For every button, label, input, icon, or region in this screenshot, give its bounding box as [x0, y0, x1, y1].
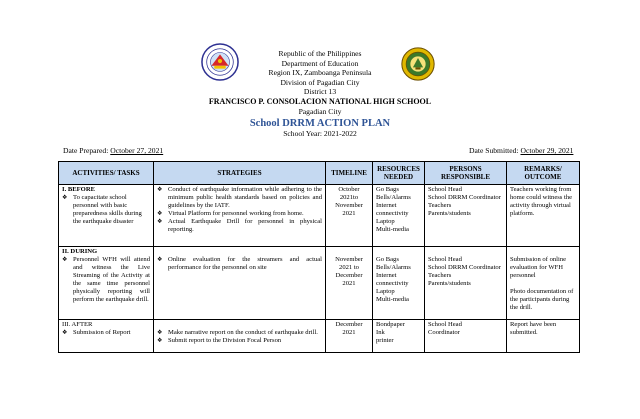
person-item: School DRRM Coordinator: [428, 194, 501, 201]
activity-list: [62, 256, 150, 304]
remarks-cell: [507, 247, 580, 320]
resource-item: Bells/Alarms: [376, 194, 411, 201]
resource-item: Internet connectivity: [376, 202, 409, 217]
timeline-cell: December 2021: [326, 320, 373, 353]
resources-cell: [373, 320, 425, 353]
person-item: School DRRM Coordinator: [428, 264, 501, 271]
header-resources: RESOURCES NEEDED: [373, 162, 425, 185]
resources-cell: [373, 185, 425, 247]
person-item: Parents/students: [428, 280, 471, 287]
activity-list: [62, 194, 150, 226]
department-line: Department of Education: [281, 58, 359, 68]
strategy-item: ❖ Submit report to the Division Focal Person: [157, 337, 322, 345]
district-line: District 13: [303, 87, 337, 97]
strategy-item: ❖ Make narrative report on the conduct of earthquake drill.: [157, 329, 322, 337]
resource-item: Multi-media: [376, 226, 409, 233]
person-item: School Head: [428, 256, 462, 263]
activity-cell: [59, 320, 154, 353]
resource-item: Go Bags: [376, 256, 399, 263]
resource-item: Ink: [376, 329, 385, 336]
action-plan-table: [58, 161, 580, 353]
header-remarks: REMARKS/ OUTCOME: [507, 162, 580, 185]
strategy-item: ❖ Conduct of earthquake information while adhering to the minimum public health standards based on policies and guidelines by the IATF.: [157, 186, 322, 210]
activity-list: [62, 329, 150, 337]
activity-cell: [59, 185, 154, 247]
date-submitted-value: October 29, 2021: [520, 146, 574, 155]
header-strategies: STRATEGIES: [154, 162, 326, 185]
remarks-text: Submission of online evaluation for WFH personnel: [510, 256, 567, 279]
date-prepared: [63, 146, 163, 155]
header-timeline: TIMELINE: [326, 162, 373, 185]
person-item: Parents/students: [428, 210, 471, 217]
strategy-item: ❖ Actual Earthquake Drill for personnel in physical reporting.: [157, 218, 322, 234]
date-submitted-label: Date Submitted:: [469, 146, 519, 155]
activity-item: ❖ Personnel WFH will attend and witness the Live Streaming of the Activity at the same time personnel physically reporting will perform the earthquake drill.: [62, 256, 150, 304]
section-title: I. BEFORE: [62, 186, 95, 193]
resource-item: printer: [376, 337, 394, 344]
resource-item: Multi-media: [376, 296, 409, 303]
timeline-text: November 2021 to December 2021: [335, 256, 363, 287]
strategy-item: ❖ Virtual Platform for personnel working from home.: [157, 210, 322, 218]
section-title: III. AFTER: [62, 321, 93, 328]
resource-item: Laptop: [376, 288, 395, 295]
header-persons: PERSONS RESPONSIBLE: [425, 162, 507, 185]
person-item: Teachers: [428, 272, 452, 279]
plan-title: School DRRM ACTION PLAN: [249, 118, 391, 129]
table-row: [59, 185, 580, 247]
strategies-cell: [154, 247, 326, 320]
activity-cell: [59, 247, 154, 320]
activity-item: ❖ To capacitate school personnel with basic preparedness skills during the earthquake disaster: [62, 194, 150, 226]
persons-cell: [425, 185, 507, 247]
date-prepared-value: October 27, 2021: [110, 146, 164, 155]
strategies-cell: [154, 185, 326, 247]
resource-item: Go Bags: [376, 186, 399, 193]
person-item: School Head: [428, 186, 462, 193]
republic-line: Republic of the Philippines: [278, 49, 362, 58]
remarks-text: Photo documentation of the participants during the drill.: [510, 288, 574, 311]
school-name: FRANCISCO P. CONSOLACION NATIONAL HIGH SCHOOL: [208, 96, 432, 106]
date-submitted: [469, 146, 573, 155]
section-title: II. DURING: [62, 248, 98, 255]
strategy-list: [157, 329, 322, 345]
activity-item: ❖ Submission of Report: [62, 329, 150, 337]
table-row: [59, 320, 580, 353]
division-line: Division of Pagadian City: [280, 77, 360, 87]
person-item: Coordinator: [428, 329, 460, 336]
resource-item: Laptop: [376, 218, 395, 225]
resource-item: Internet connectivity: [376, 272, 409, 287]
persons-cell: [425, 320, 507, 353]
date-prepared-label: Date Prepared:: [63, 146, 109, 155]
strategies-cell: [154, 320, 326, 353]
city-line: Pagadian City: [298, 106, 342, 116]
region-line: Region IX, Zamboanga Peninsula: [268, 68, 372, 78]
remarks-cell: Teachers working from home could witness the activity through virtual platform.: [507, 185, 580, 247]
school-year: School Year: 2021-2022: [283, 129, 357, 138]
person-item: School Head: [428, 321, 462, 328]
timeline-cell: October 2021to November 2021: [326, 185, 373, 247]
resource-item: Bells/Alarms: [376, 264, 411, 271]
person-item: Teachers: [428, 202, 452, 209]
header-activities: ACTIVITIES/ TASKS: [59, 162, 154, 185]
persons-cell: [425, 247, 507, 320]
strategy-list: [157, 256, 322, 272]
strategy-list: [157, 186, 322, 234]
table-header-row: [59, 162, 580, 185]
strategy-item: ❖ Online evaluation for the streamers and actual performance for the personnel on site: [157, 256, 322, 272]
resource-item: Bondpaper: [376, 321, 405, 328]
letterhead: [160, 49, 480, 116]
resources-cell: [373, 247, 425, 320]
table-row: [59, 247, 580, 320]
remarks-cell: Report have been submitted.: [507, 320, 580, 353]
timeline-cell: [326, 247, 373, 320]
